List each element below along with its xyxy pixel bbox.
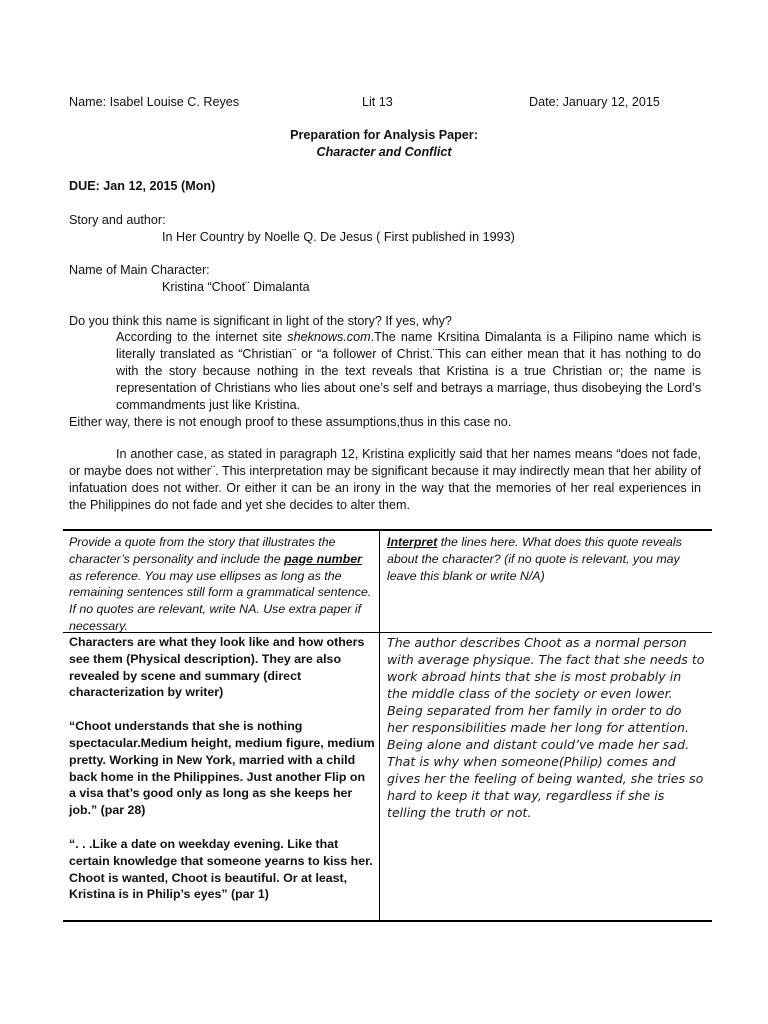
- page-number-emphasis: page number: [284, 551, 362, 566]
- story-label: Story and author:: [69, 213, 166, 227]
- name-question: Do you think this name is significant in light of the story? If yes, why?: [69, 314, 452, 328]
- answer-p2: Either way, there is not enough proof to these assumptions,thus in this case no.: [69, 415, 512, 429]
- document-subtitle: Character and Conflict: [316, 145, 452, 159]
- right-header-text: the lines here. What does this quote reveals about the character? (if no quote is relevant, you may leave this blank or write N/A): [387, 535, 682, 583]
- answer-p3: In another case, as stated in paragraph 12, Kristina explicitly said that her names means “does not fade, or maybe does not wither¨. This interpretation may be significant because it may indirectly mean that her ability of infatuation does not wither. Or either it can be an irony in the way that the memories of her real experiences in the Philippines do not fade and yet she decides to alter them.: [69, 447, 701, 512]
- main-character-label: Name of Main Character:: [69, 263, 210, 277]
- story-value: In Her Country by Noelle Q. De Jesus ( First published in 1993): [162, 230, 515, 244]
- interpretation-cell: The author describes Choot as a normal person with average physique. The fact that she needs to work abroad hints that she is most probably in the middle class of the society or even lower. Being separated from her family in order to do her responsibilities made her long for attention. Being alone and distant could’ve made her sad. That is why when someone(Philip) comes and gives her the feeling of being wanted, she tries so hard to keep it that way, regardless if she is telling the truth or not.: [387, 635, 705, 820]
- answer-paragraph: [69, 329, 701, 431]
- interpretation-paragraph: [69, 446, 701, 514]
- right-header-instructions: [387, 534, 705, 584]
- quotes-cell: [69, 634, 375, 920]
- quote-par-1: “. . .Like a date on weekday evening. Like that certain knowledge that someone yearns to kiss her. Choot is wanted, Choot is beautiful. Or at least, Kristina is in Philip’s eyes” (par 1): [69, 836, 373, 902]
- student-name: Name: Isabel Louise C. Reyes: [69, 95, 240, 109]
- left-header-text-b: as reference. You may use ellipses as long as the remaining sentences still form a grammatical sentence. If no quotes are relevant, write NA. Use extra paper if necessary.: [69, 568, 372, 633]
- left-header-instructions: [69, 534, 375, 635]
- quote-table: [63, 529, 712, 922]
- document-title: Preparation for Analysis Paper:: [290, 128, 478, 142]
- characterization-note: Characters are what they look like and how others see them (Physical description). They are also revealed by scene and summary (direct characterization by writer): [69, 635, 365, 700]
- quote-par-28: “Choot understands that she is nothing spectacular.Medium height, medium figure, medium pretty. Working in New York, married with a child back home in the Philippines. Just another Flip on a visa that’s good only as long as she keeps her job.” (par 28): [69, 719, 375, 818]
- header-date: Date: January 12, 2015: [529, 95, 660, 109]
- main-character-value: Kristina “Choot¨ Dimalanta: [162, 280, 310, 294]
- answer-p1: [69, 329, 701, 414]
- website-name: sheknows.com: [287, 330, 371, 344]
- answer-p1-start: According to the internet site: [116, 330, 288, 344]
- table-column-divider: [379, 531, 380, 920]
- interpret-emphasis: Interpret: [387, 535, 438, 549]
- course-code: Lit 13: [362, 95, 393, 109]
- left-header-text-a: Provide a quote from the story that illustrates the character’s personality and include the: [69, 535, 336, 566]
- due-date: DUE: Jan 12, 2015 (Mon): [69, 179, 216, 193]
- answer-p1-end: .The name Krsitina Dimalanta is a Filipino name which is literally translated as “Christian¨ or “a follower of Christ.¨This can either mean that it has nothing to do with the story because nothing in the text reveals that Kristina is a true Christian or; the name is representation of Christians who lies about one’s self and betrays a marriage, thus disobeying the Lord’s commandments just like Kristina.: [116, 330, 701, 412]
- header-row: [69, 94, 689, 112]
